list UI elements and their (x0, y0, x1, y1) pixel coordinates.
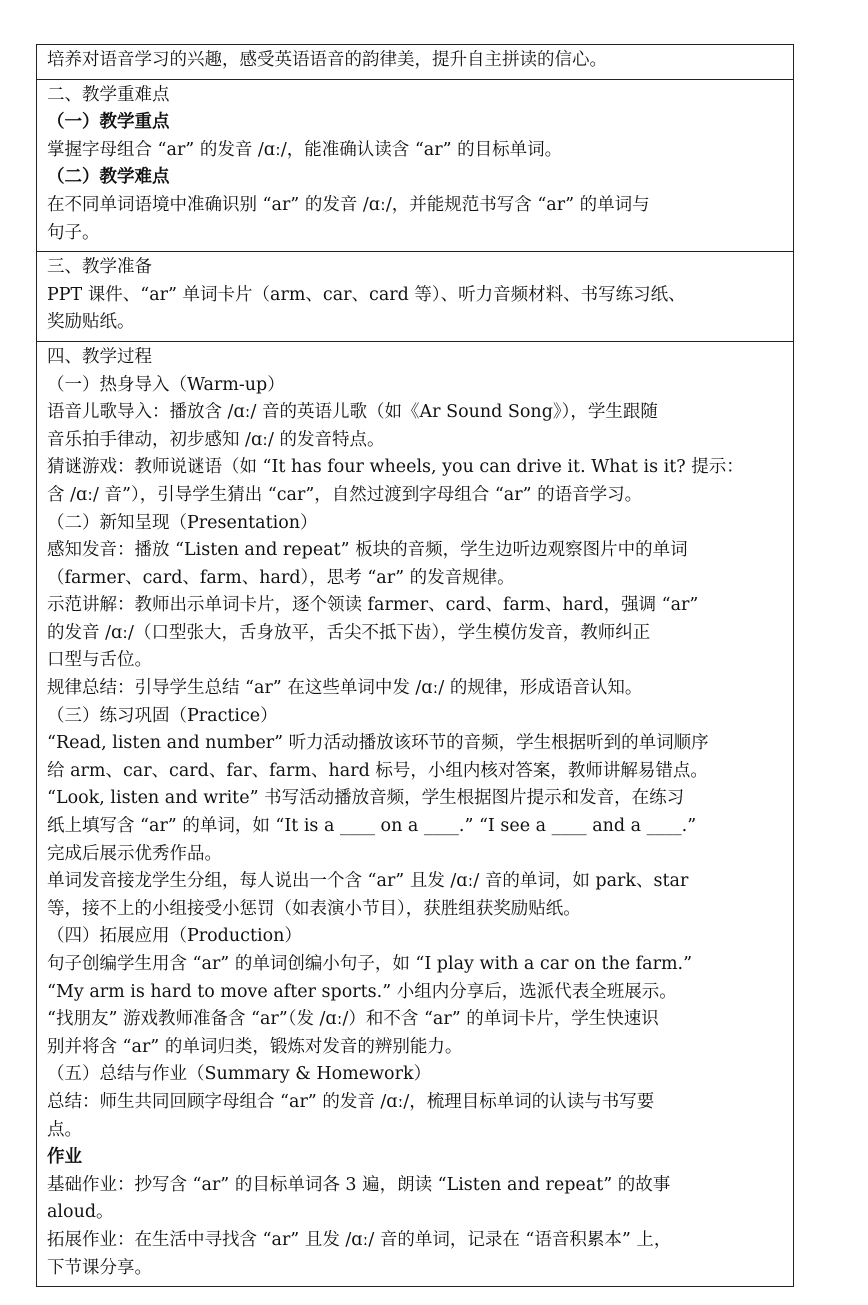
table-row-section-1 (37, 45, 793, 79)
text-line: 口型与舌位。 (47, 650, 152, 671)
text-line: 奖励贴纸。 (47, 312, 135, 333)
text-line: 句子创编学生用含 “ar” 的单词创编小句子，如 “I play with a car on the farm.” (47, 954, 693, 974)
text-line: 语音儿歌导入：播放含 /ɑː/ 音的英语儿歌（如《Ar Sound Song》），学生跟随 (47, 402, 658, 423)
text-line: aloud。 (47, 1202, 114, 1223)
text-line: 给 arm、car、card、far、farm、hard 标号，小组内核对答案，教师讲解易错点。 (47, 760, 708, 781)
table-row-section-2 (37, 79, 793, 252)
text-line: “Look, listen and write” 书写活动播放音频，学生根据图片提示和发音，在练习 (47, 788, 685, 809)
section-heading: 作业 (47, 1147, 82, 1168)
text-line: 规律总结：引导学生总结 “ar” 在这些单词中发 /ɑː/ 的规律，形成语音认知。 (47, 678, 643, 699)
text-line: （四）拓展应用（Production） (47, 926, 302, 947)
section-heading: （一）教学重点 (47, 112, 170, 133)
text-line: 培养对语音学习的兴趣，感受英语语音的韵律美，提升自主拼读的信心。 (47, 50, 607, 70)
text-line: “找朋友” 游戏教师准备含 “ar”（发 /ɑː/）和不含 “ar” 的单词卡片，学生快速识 (47, 1009, 659, 1030)
text-line: 示范讲解：教师出示单词卡片，逐个领读 farmer、card、farm、hard，强调 “ar” (47, 595, 699, 616)
text-line: 等，接不上的小组接受小惩罚（如表演小节目），获胜组获奖励贴纸。 (47, 898, 581, 919)
text-line: （二）新知呈现（Presentation） (47, 512, 318, 533)
text-line: 在不同单词语境中准确识别 “ar” 的发音 /ɑː/，并能规范书写含 “ar” 的单词与 (47, 194, 650, 215)
text-line: 拓展作业：在生活中寻找含 “ar” 且发 /ɑː/ 音的单词，记录在 “语音积累本” 上， (47, 1229, 672, 1250)
text-line: 感知发音：播放 “Listen and repeat” 板块的音频，学生边听边观察图片中的单词 (47, 540, 688, 561)
text-line: 点。 (47, 1119, 82, 1140)
text-line: 猜谜游戏：教师说谜语（如 “It has four wheels, you can drive it. What is it? 提示： (47, 457, 744, 478)
text-line: 音乐拍手律动，初步感知 /ɑː/ 的发音特点。 (47, 429, 385, 450)
text-line: “Read, listen and number” 听力活动播放该环节的音频，学生根据听到的单词顺序 (47, 733, 709, 754)
text-line: “My arm is hard to move after sports.” 小组内分享后，选派代表全班展示。 (47, 981, 677, 1002)
text-line: 二、教学重难点 (47, 84, 170, 105)
section-heading: （二）教学难点 (47, 167, 170, 188)
text-line: （三）练习巩固（Practice） (47, 705, 278, 726)
text-line: 下节课分享。 (47, 1257, 152, 1278)
text-line: （farmer、card、farm、hard），思考 “ar” 的发音规律。 (47, 567, 515, 588)
text-line: 掌握字母组合 “ar” 的发音 /ɑː/，能准确认读含 “ar” 的目标单词。 (47, 139, 563, 160)
text-line: 总结：师生共同回顾字母组合 “ar” 的发音 /ɑː/，梳理目标单词的认读与书写要 (47, 1091, 655, 1112)
text-line: 基础作业：抄写含 “ar” 的目标单词各 3 遍，朗读 “Listen and repeat” 的故事 (47, 1174, 671, 1195)
table-row-section-3 (37, 251, 793, 341)
text-line: 完成后展示优秀作品。 (47, 843, 222, 864)
lesson-plan-table (36, 44, 794, 1287)
text-line: 别并将含 “ar” 的单词归类，锻炼对发音的辨别能力。 (47, 1036, 463, 1057)
text-line: 三、教学准备 (47, 257, 152, 278)
text-line: （五）总结与作业（Summary & Homework） (47, 1064, 432, 1085)
text-line: 含 /ɑː/ 音”），引导学生猜出 “car”，自然过渡到字母组合 “ar” 的语音学习。 (47, 484, 643, 505)
text-line: 单词发音接龙学生分组，每人说出一个含 “ar” 且发 /ɑː/ 音的单词，如 park、star (47, 871, 689, 892)
table-row-section-4 (37, 341, 793, 1286)
text-line: PPT 课件、“ar” 单词卡片（arm、car、card 等）、听力音频材料、书写练习纸、 (47, 284, 686, 305)
text-line: （一）热身导入（Warm-up） (47, 374, 285, 395)
text-line: 的发音 /ɑː/（口型张大，舌身放平，舌尖不抵下齿），学生模仿发音，教师纠正 (47, 622, 651, 643)
text-line: 纸上填写含 “ar” 的单词，如 “It is a ____ on a ____.” “I see a ____ and a ____.” (47, 816, 697, 837)
text-line: 句子。 (47, 222, 100, 243)
text-line: 四、教学过程 (47, 346, 152, 367)
